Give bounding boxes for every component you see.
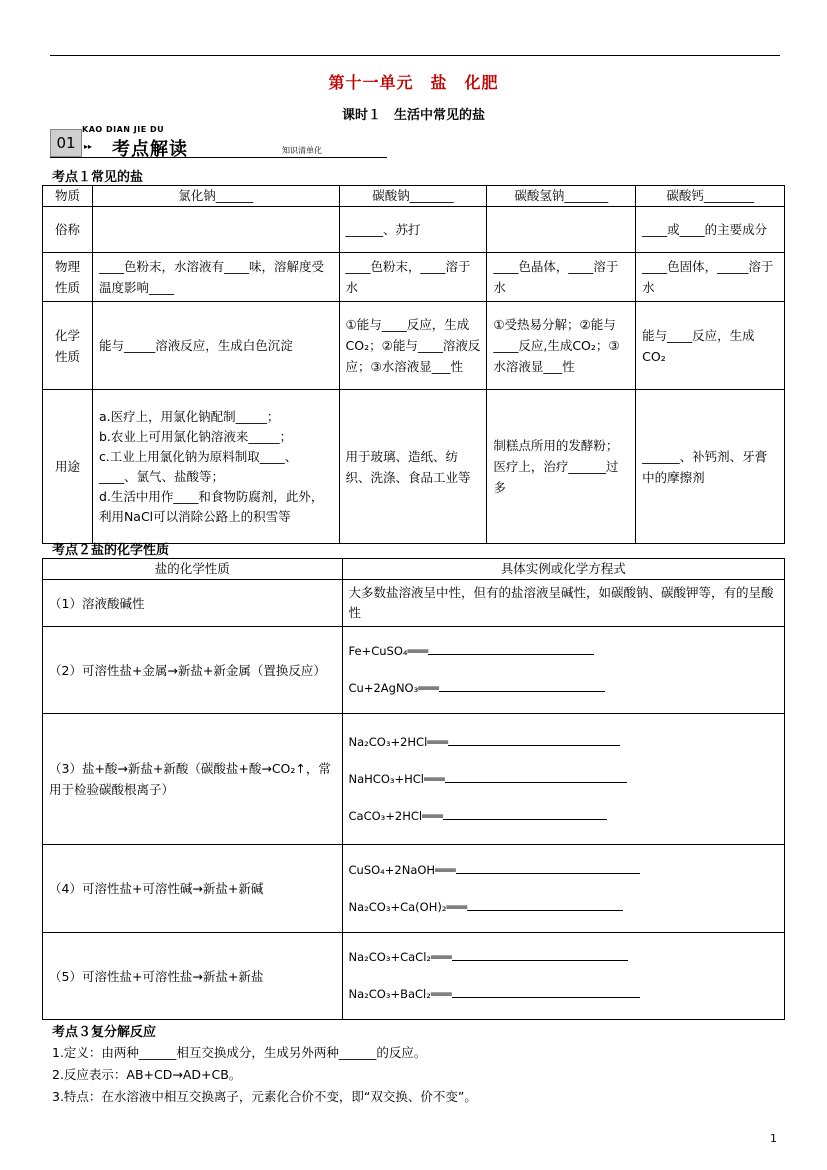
feature-line: 3.特点：在水溶液中相互交换离子，元素化合价不变，即“双交换、价不变”。 <box>52 1089 477 1104</box>
table-cell: ____色晶体，____溶于水 <box>487 253 636 302</box>
table-cell: ①受热易分解；②能与____反应,生成CO₂；③水溶液显___性 <box>487 302 636 390</box>
section-3-heading: 考点３复分解反应 <box>52 1025 157 1040</box>
header-cell: 氯化钠______ <box>92 186 339 207</box>
table-row <box>43 845 785 933</box>
row-label: 用途 <box>43 390 93 544</box>
section-2-heading: 考点２盐的化学性质 <box>52 543 170 558</box>
table-cell: a.医疗上，用氯化钠配制_____； b.农业上可用氯化钠溶液来_____； c.工业上用氯化钠为原料制取____、____、氯气、盐酸等； d.生活中用作____和食物防腐剂，此外，利用NaCl可以消除公路上的积雪等 <box>92 390 339 544</box>
header-cell: 碳酸氢钠_______ <box>487 186 636 207</box>
table-cell: ______、补钙剂、牙膏中的摩擦剂 <box>636 390 785 544</box>
table-header-row <box>43 186 785 207</box>
example-cell <box>342 714 785 845</box>
page-title: 第十一单元 盐 化肥 <box>328 73 499 92</box>
row-label: 俗称 <box>43 207 93 253</box>
table-cell <box>92 207 339 253</box>
row-label: 化学性质 <box>43 302 93 390</box>
example-cell <box>342 933 785 1020</box>
top-rule <box>50 55 780 56</box>
property-cell: （1）溶液酸碱性 <box>43 580 343 627</box>
table-row <box>43 207 785 253</box>
table-row <box>43 933 785 1020</box>
definition-line: 1.定义：由两种______相互交换成分，生成另外两种______的反应。 <box>52 1045 427 1060</box>
example-cell: 大多数盐溶液呈中性，但有的盐溶液呈碱性，如碳酸钠、碳酸钾等，有的呈酸性 <box>342 580 785 627</box>
section-1-heading: 考点１常见的盐 <box>52 170 144 185</box>
example-cell <box>342 845 785 933</box>
table-cell: ______、苏打 <box>339 207 487 253</box>
equation: Na₂CO₃+2HCl═══ <box>349 732 779 753</box>
header-cell: 碳酸钙________ <box>636 186 785 207</box>
table-row <box>43 302 785 390</box>
table-cell: 能与_____溶液反应，生成白色沉淀 <box>92 302 339 390</box>
property-cell: （5）可溶性盐+可溶性盐→新盐+新盐 <box>43 933 343 1020</box>
banner-arrows-icon: ▸▸ <box>84 142 93 151</box>
banner-pinyin: KAO DIAN JIE DU <box>82 125 165 134</box>
equation: Na₂CO₃+Ca(OH)₂═══ <box>349 897 779 918</box>
banner-heading: 考点解读 <box>112 139 188 160</box>
page-subtitle: 课时１ 生活中常见的盐 <box>341 108 485 123</box>
banner-tag: 知识清单化 <box>282 146 322 155</box>
equation: CaCO₃+2HCl═══ <box>349 806 779 827</box>
example-cell <box>342 627 785 714</box>
equation: Na₂CO₃+BaCl₂═══ <box>349 984 779 1005</box>
common-salts-table <box>42 185 785 544</box>
reaction-form-line: 2.反应表示：AB+CD→AD+CB。 <box>52 1067 242 1082</box>
table-row <box>43 253 785 302</box>
header-cell: 盐的化学性质 <box>43 559 343 580</box>
equation: Cu+2AgNO₃═══ <box>349 678 779 699</box>
table-row <box>43 714 785 845</box>
table-row <box>43 627 785 714</box>
property-cell: （2）可溶性盐+金属→新盐+新金属（置换反应） <box>43 627 343 714</box>
table-cell <box>487 207 636 253</box>
header-cell: 物质 <box>43 186 93 207</box>
equation: Fe+CuSO₄═══ <box>349 641 779 662</box>
table-cell: ____色粉末，水溶液有____味，溶解度受温度影响____ <box>92 253 339 302</box>
equation: NaHCO₃+HCl═══ <box>349 769 779 790</box>
table-row <box>43 390 785 544</box>
table-cell: ____色粉末，____溶于水 <box>339 253 487 302</box>
table-cell: ____色固体，_____溶于水 <box>636 253 785 302</box>
section-banner <box>50 125 390 159</box>
table-header-row <box>43 559 785 580</box>
table-cell: ____或____的主要成分 <box>636 207 785 253</box>
property-cell: （4）可溶性盐+可溶性碱→新盐+新碱 <box>43 845 343 933</box>
equation: CuSO₄+2NaOH═══ <box>349 860 779 881</box>
table-cell: 制糕点所用的发酵粉；医疗上，治疗______过多 <box>487 390 636 544</box>
header-cell: 碳酸钠_______ <box>339 186 487 207</box>
banner-underline <box>50 157 387 158</box>
table-cell: 能与____反应，生成CO₂ <box>636 302 785 390</box>
header-cell: 具体实例或化学方程式 <box>342 559 785 580</box>
table-row <box>43 580 785 627</box>
table-cell: 用于玻璃、造纸、纺织、洗涤、食品工业等 <box>339 390 487 544</box>
row-label: 物理性质 <box>43 253 93 302</box>
table-cell: ①能与____反应，生成CO₂；②能与____溶液反应；③水溶液显___性 <box>339 302 487 390</box>
salt-properties-table <box>42 558 785 1020</box>
page-number: 1 <box>770 1132 777 1145</box>
equation: Na₂CO₃+CaCl₂═══ <box>349 947 779 968</box>
banner-number: 01 <box>50 129 82 157</box>
property-cell: （3）盐+酸→新盐+新酸（碳酸盐+酸→CO₂↑，常用于检验碳酸根离子） <box>43 714 343 845</box>
